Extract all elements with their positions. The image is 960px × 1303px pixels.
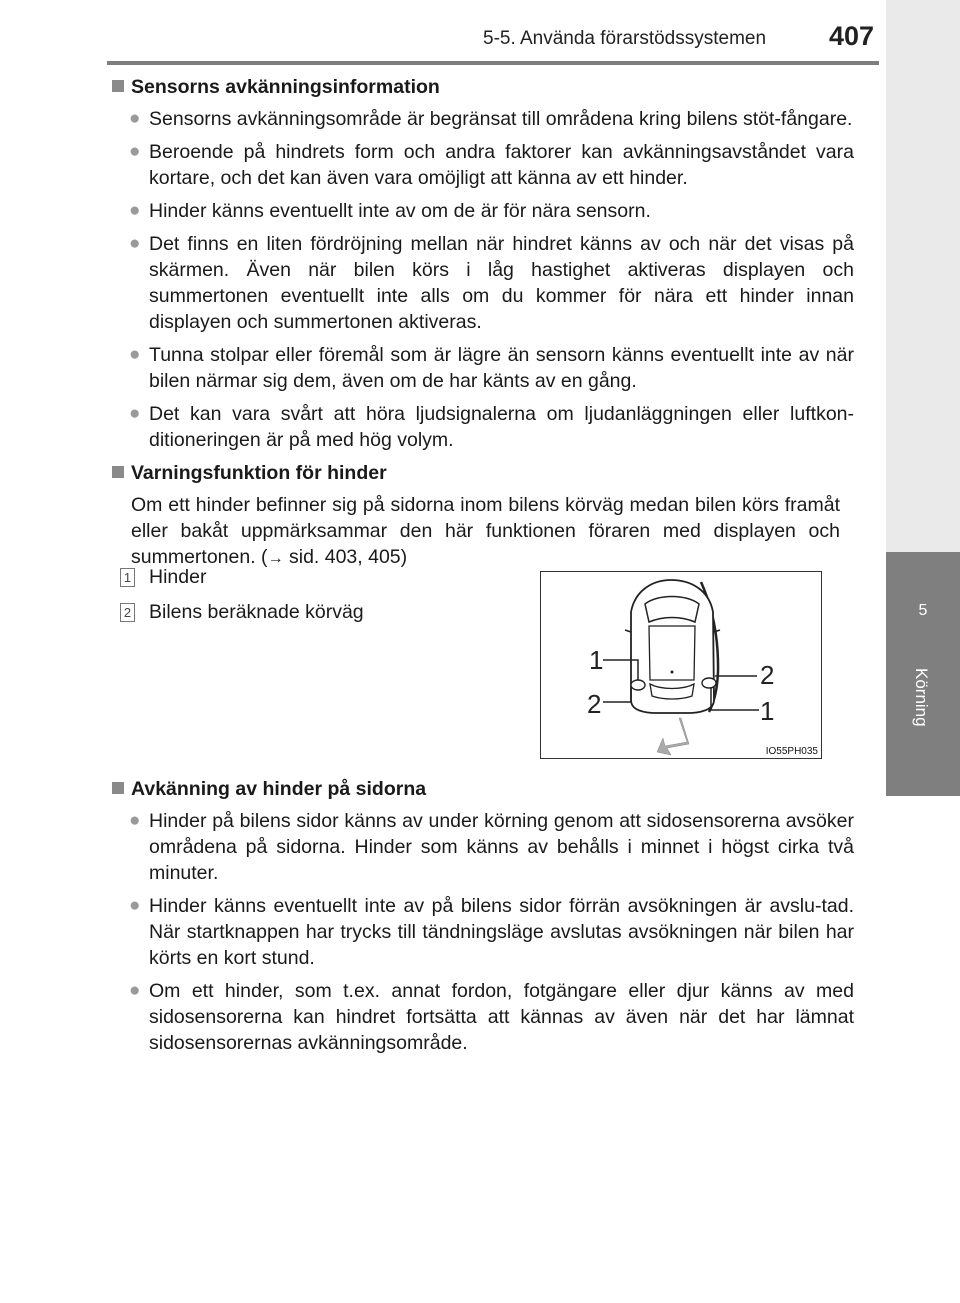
side-tab-background [886,0,960,552]
legend-item [120,566,364,589]
figure-legend [120,566,364,636]
legend-number: 2 [120,603,135,622]
circle-bullet-icon: ● [129,403,141,424]
reverse-direction-arrow-icon [657,718,689,755]
legend-number: 1 [120,568,135,587]
list-item: ● Det kan vara svårt att höra ljudsignalerna om ljudanläggningen eller luftkon-ditioneringen är på med hög volym. [129,403,854,451]
list-item: ● Tunna stolpar eller föremål som är lägre än sensorn känns eventuellt inte av när bilen närmar sig dem, även om de har känts av en gång. [129,344,854,392]
legend-item [120,601,364,624]
section-heading: Varningsfunktion för hinder [112,460,854,486]
main-content [112,74,854,580]
car-top-view-diagram [541,572,823,760]
circle-bullet-icon: ● [129,141,141,162]
square-bullet-icon [112,466,124,478]
section-heading: Avkänning av hinder på sidorna [112,776,854,802]
callout-2-left: 2 [587,689,602,719]
square-bullet-icon [112,80,124,92]
circle-bullet-icon: ● [129,980,141,1001]
figure-code: IO55PH035 [765,746,818,757]
circle-bullet-icon: ● [129,108,141,129]
list-item: ● Om ett hinder, som t.ex. annat fordon, fotgängare eller djur känns av med sidosensorerna kan hindret fortsätta att kännas av även när det har lämnat sidosensorernas avkänningsområde. [129,980,854,1054]
square-bullet-icon [112,782,124,794]
section-paragraph: Om ett hinder befinner sig på sidorna inom bilens körväg medan bilen körs framåt eller bakåt uppmärksammar den här funktionen föraren med displayen och summertonen. (→ sid. 403, 405) [131,494,840,568]
circle-bullet-icon: ● [129,233,141,254]
circle-bullet-icon: ● [129,200,141,221]
legend-label: Hinder [149,566,207,588]
list-item: ● Hinder på bilens sidor känns av under körning genom att sidosensorerna avsöker områdena på sidorna. Hinder som känns av behålls i minnet i högst cirka två minuter. [129,810,854,884]
page-number: 407 [829,21,875,51]
section-title: 5-5. Använda förarstödssystemen [483,28,767,49]
list-item: ● Det finns en liten fördröjning mellan när hindret känns av och när det visas på skärmen. Även när bilen körs i låg hastighet aktiveras displayen och summertonen eventuellt inte alls om du kommer för nära ett hinder innan displayen och summertonen aktiveras. [129,233,854,333]
chapter-label: Körning [912,668,931,727]
legend-label: Bilens beräknade körväg [149,601,364,623]
circle-bullet-icon: ● [129,895,141,916]
circle-bullet-icon: ● [129,344,141,365]
side-detection-section [112,776,854,1063]
side-detection-illustration [540,571,822,759]
list-item: ● Hinder känns eventuellt inte av om de är för nära sensorn. [129,200,651,222]
callout-2-right: 2 [760,660,775,690]
callout-1-right: 1 [760,696,775,726]
right-sensor-icon [702,678,716,688]
section-heading: Sensorns avkänningsinformation [112,74,854,100]
header-divider [107,61,879,65]
arrow-icon: → [267,550,284,567]
left-sensor-icon [631,680,645,690]
list-item: ● Hinder känns eventuellt inte av på bilens sidor förrän avsökningen är avslu-tad. När startknappen har trycks till tändningsläge avslutas avsökningen när bilen har körts en kort stund. [129,895,854,969]
list-item: ● Sensorns avkänningsområde är begränsat till områdena kring bilens stöt-fångare. [129,108,853,130]
circle-bullet-icon: ● [129,810,141,831]
chapter-number: 5 [918,602,928,619]
car-icon [625,580,720,713]
callout-1-left: 1 [589,645,604,675]
list-item: ● Beroende på hindrets form och andra faktorer kan avkänningsavståndet vara kortare, och det kan även vara omöjligt att känna av ett hinder. [129,141,854,189]
